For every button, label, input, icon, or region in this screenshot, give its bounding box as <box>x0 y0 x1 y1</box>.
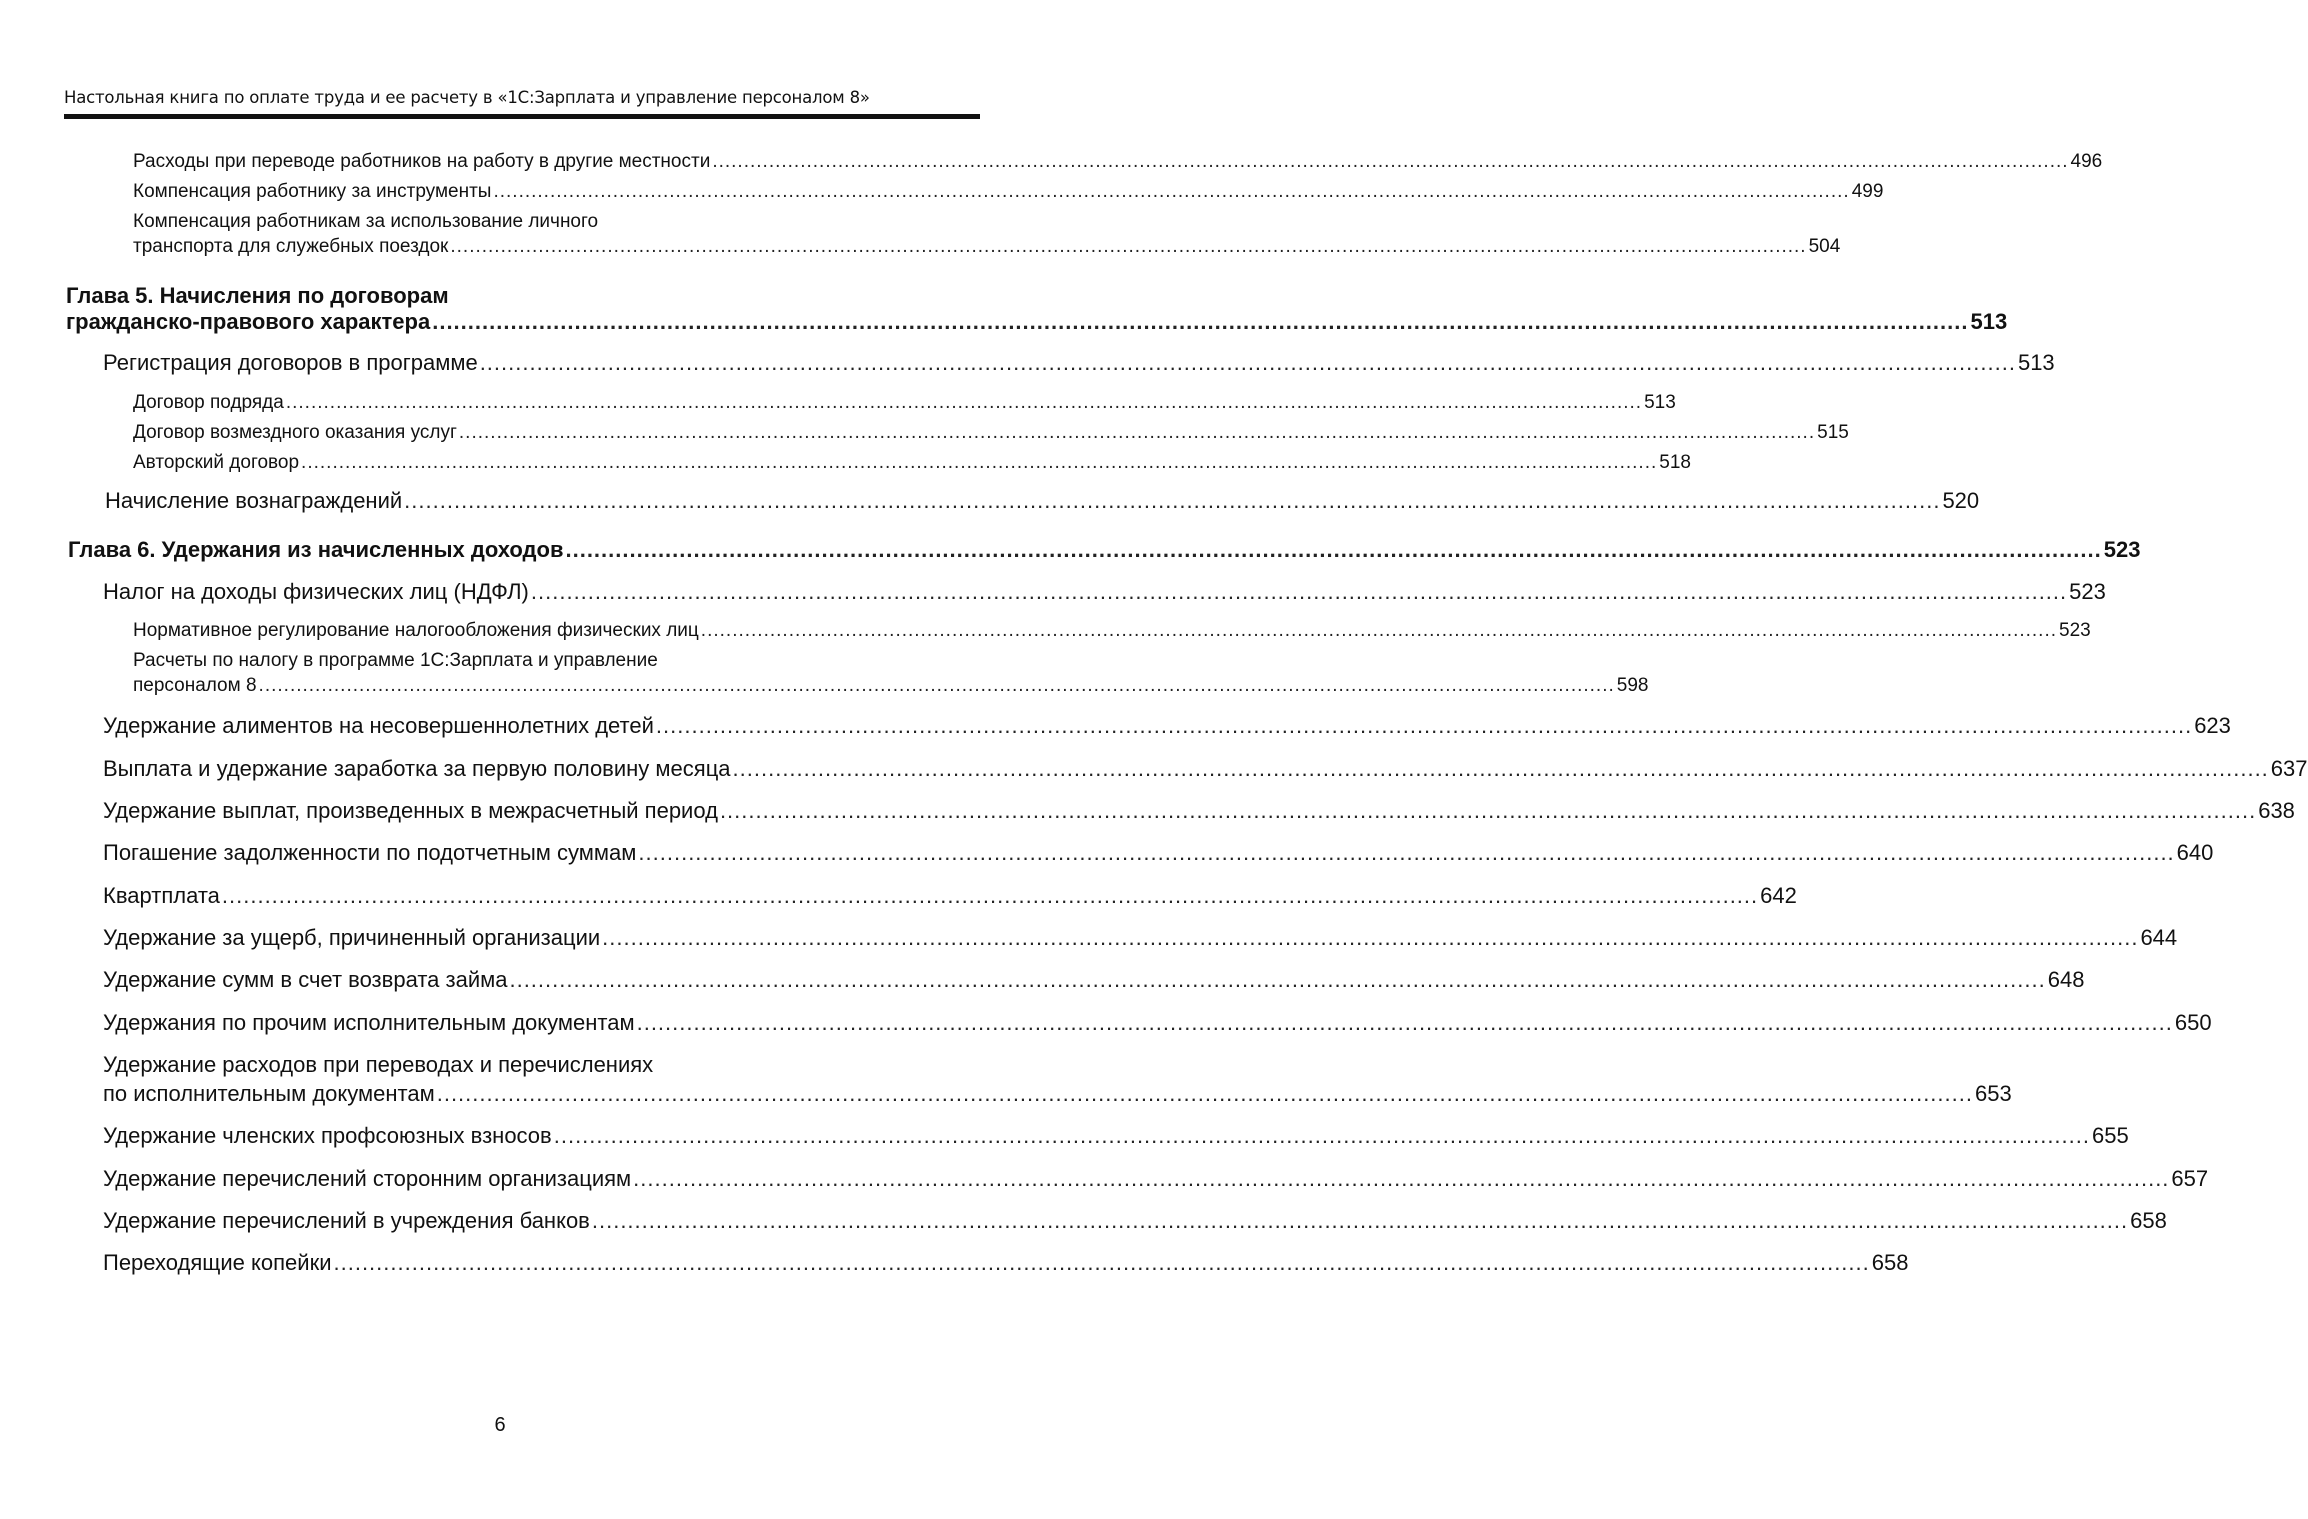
toc-entry-title: Удержание выплат, произведенных в межрасчетный период <box>103 798 718 823</box>
toc-entry-title: Авторский договор <box>133 452 300 473</box>
toc-entry-title: Удержание перечислений в учреждения банков <box>103 1208 590 1233</box>
dot-leader: ........................................................................................................................................................................................................................ <box>602 925 2139 950</box>
toc-entry[interactable] <box>103 925 2178 951</box>
dot-leader: ........................................................................................................................................................................................................................ <box>700 620 2058 641</box>
dot-leader: ........................................................................................................................................................................................................................ <box>565 537 2102 562</box>
toc-entry-page: 523 <box>2069 579 2106 604</box>
dot-leader: ........................................................................................................................................................................................................................ <box>553 1123 2090 1148</box>
toc-entry[interactable] <box>133 151 2103 173</box>
dot-leader: ........................................................................................................................................................................................................................ <box>301 452 1658 473</box>
toc-entry-title: персоналом 8 <box>133 675 257 696</box>
toc-entry-page: 513 <box>1644 392 1676 413</box>
dot-leader: ........................................................................................................................................................................................................................ <box>285 392 1643 413</box>
dot-leader: ........................................................................................................................................................................................................................ <box>458 422 1816 443</box>
dot-leader: ........................................................................................................................................................................................................................ <box>450 236 1807 257</box>
toc-entry-page: 523 <box>2059 620 2091 641</box>
toc-entry-title: Начисление вознаграждений <box>105 488 403 513</box>
toc-entry-page: 642 <box>1760 883 1797 908</box>
toc-entry[interactable] <box>103 350 2055 376</box>
toc-entry[interactable] <box>133 675 1649 697</box>
toc-entry-page: 504 <box>1808 236 1841 257</box>
toc-entry[interactable] <box>133 181 1884 203</box>
toc-entry-page: 515 <box>1817 422 1849 443</box>
toc-entry[interactable] <box>103 798 2295 824</box>
dot-leader: ........................................................................................................................................................................................................................ <box>221 883 1759 908</box>
toc-chapter-entry[interactable] <box>66 309 2008 335</box>
toc-entry-title: гражданско-правового характера <box>66 309 431 334</box>
toc-entry-title: Переходящие копейки <box>103 1250 332 1275</box>
toc-entry-page: 513 <box>2017 350 2055 375</box>
toc-entry-page: 496 <box>2070 151 2103 172</box>
dot-leader: ........................................................................................................................................................................................................................ <box>732 756 2269 781</box>
dot-leader: ........................................................................................................................................................................................................................ <box>258 675 1615 696</box>
toc-entry-page: 513 <box>1970 309 2008 334</box>
dot-leader: ........................................................................................................................................................................................................................ <box>404 488 1941 513</box>
toc-entry-title: Удержание алиментов на несовершеннолетних детей <box>103 713 654 738</box>
toc-entry-title-line1: Компенсация работникам за использование личного <box>133 211 599 232</box>
toc-entry[interactable] <box>133 392 1676 414</box>
toc-entry-title: Регистрация договоров в программе <box>103 350 478 375</box>
dot-leader: ........................................................................................................................................................................................................................ <box>591 1208 2129 1233</box>
toc-entry[interactable] <box>133 236 1841 258</box>
dot-leader: ........................................................................................................................................................................................................................ <box>719 798 2257 823</box>
dot-leader: ........................................................................................................................................................................................................................ <box>333 1250 1870 1275</box>
toc-entry-page: 623 <box>2194 713 2231 738</box>
page-number: 6 <box>494 1414 506 1436</box>
toc-entry-title: Удержания по прочим исполнительным документам <box>103 1010 635 1035</box>
toc-entry-page: 518 <box>1659 452 1691 473</box>
toc-entry[interactable] <box>103 1250 1909 1276</box>
toc-entry-title: Выплата и удержание заработка за первую половину месяца <box>103 756 731 781</box>
toc-entry[interactable] <box>103 883 1797 909</box>
toc-entry[interactable] <box>133 620 2091 642</box>
dot-leader: ........................................................................................................................................................................................................................ <box>530 579 2068 604</box>
toc-entry-page: 499 <box>1851 181 1884 202</box>
toc-entry-page: 658 <box>2130 1208 2167 1233</box>
toc-entry-page: 520 <box>1942 488 1980 513</box>
toc-entry[interactable] <box>103 579 2106 605</box>
toc-entry-page: 637 <box>2270 756 2308 781</box>
toc-entry-title: Удержание за ущерб, причиненный организации <box>103 925 601 950</box>
toc-entry-title: Удержание сумм в счет возврата займа <box>103 967 508 992</box>
toc-entry-title: транспорта для служебных поездок <box>133 236 449 257</box>
dot-leader: ........................................................................................................................................................................................................................ <box>479 350 2016 375</box>
dot-leader: ........................................................................................................................................................................................................................ <box>712 151 2069 172</box>
toc-chapter-entry[interactable] <box>68 537 2141 563</box>
dot-leader: ........................................................................................................................................................................................................................ <box>633 1166 2170 1191</box>
toc-entry-title: Договор подряда <box>133 392 284 413</box>
toc-entry-title: Компенсация работнику за инструменты <box>133 181 492 202</box>
toc-entry[interactable] <box>103 1208 2167 1234</box>
toc-entry-title: Глава 6. Удержания из начисленных доходов <box>68 537 564 562</box>
toc-entry[interactable] <box>103 840 2214 866</box>
toc-entry-title: Договор возмездного оказания услуг <box>133 422 457 443</box>
toc-entry[interactable] <box>103 756 2308 782</box>
toc-entry[interactable] <box>103 1010 2212 1036</box>
toc-entry-page: 648 <box>2047 967 2085 992</box>
toc-entry[interactable] <box>103 1081 2012 1107</box>
dot-leader: ........................................................................................................................................................................................................................ <box>638 840 2175 865</box>
toc-entry[interactable] <box>103 967 2085 993</box>
toc-entry-title: Квартплата <box>103 883 220 908</box>
toc-entry-title: Удержание членских профсоюзных взносов <box>103 1123 552 1148</box>
toc-entry[interactable] <box>133 452 1691 474</box>
toc-entry-title: по исполнительным документам <box>103 1081 435 1106</box>
toc-entry-title: Нормативное регулирование налогообложения физических лиц <box>133 620 699 641</box>
toc-entry-title: Расходы при переводе работников на работу в другие местности <box>133 151 711 172</box>
toc-entry[interactable] <box>133 422 1849 444</box>
toc-entry-page: 650 <box>2174 1010 2212 1035</box>
toc-entry-page: 523 <box>2103 537 2141 562</box>
toc-entry-page: 640 <box>2176 840 2214 865</box>
toc-entry-page: 655 <box>2092 1123 2129 1148</box>
dot-leader: ........................................................................................................................................................................................................................ <box>636 1010 2173 1035</box>
toc-entry-title: Удержание перечислений сторонним организациям <box>103 1166 632 1191</box>
toc-entry[interactable] <box>105 488 1980 514</box>
toc-entry[interactable] <box>103 1123 2129 1149</box>
dot-leader: ........................................................................................................................................................................................................................ <box>509 967 2046 992</box>
toc-entry[interactable] <box>103 1166 2209 1192</box>
toc-entry-page: 657 <box>2171 1166 2209 1191</box>
toc-entry-page: 638 <box>2258 798 2295 823</box>
toc-entry-title: Налог на доходы физических лиц (НДФЛ) <box>103 579 529 604</box>
toc-entry-page: 644 <box>2140 925 2178 950</box>
toc-entry-page: 598 <box>1616 675 1649 696</box>
toc-entry-title-line1: Расчеты по налогу в программе 1С:Зарплата и управление <box>133 650 658 671</box>
dot-leader: ........................................................................................................................................................................................................................ <box>432 309 1969 334</box>
toc-entry[interactable] <box>103 713 2231 739</box>
dot-leader: ........................................................................................................................................................................................................................ <box>655 713 2193 738</box>
dot-leader: ........................................................................................................................................................................................................................ <box>436 1081 1973 1106</box>
running-header: Настольная книга по оплате труда и ее расчету в «1С:Зарплата и управление персоналом 8» <box>64 88 870 107</box>
toc-entry-page: 653 <box>1974 1081 2012 1106</box>
toc-entry-title: Погашение задолженности по подотчетным суммам <box>103 840 637 865</box>
toc-entry-title-line1: Удержание расходов при переводах и перечислениях <box>103 1052 654 1077</box>
dot-leader: ........................................................................................................................................................................................................................ <box>493 181 1850 202</box>
chapter-title-line1: Глава 5. Начисления по договорам <box>66 283 449 308</box>
toc-entry-page: 658 <box>1871 1250 1909 1275</box>
